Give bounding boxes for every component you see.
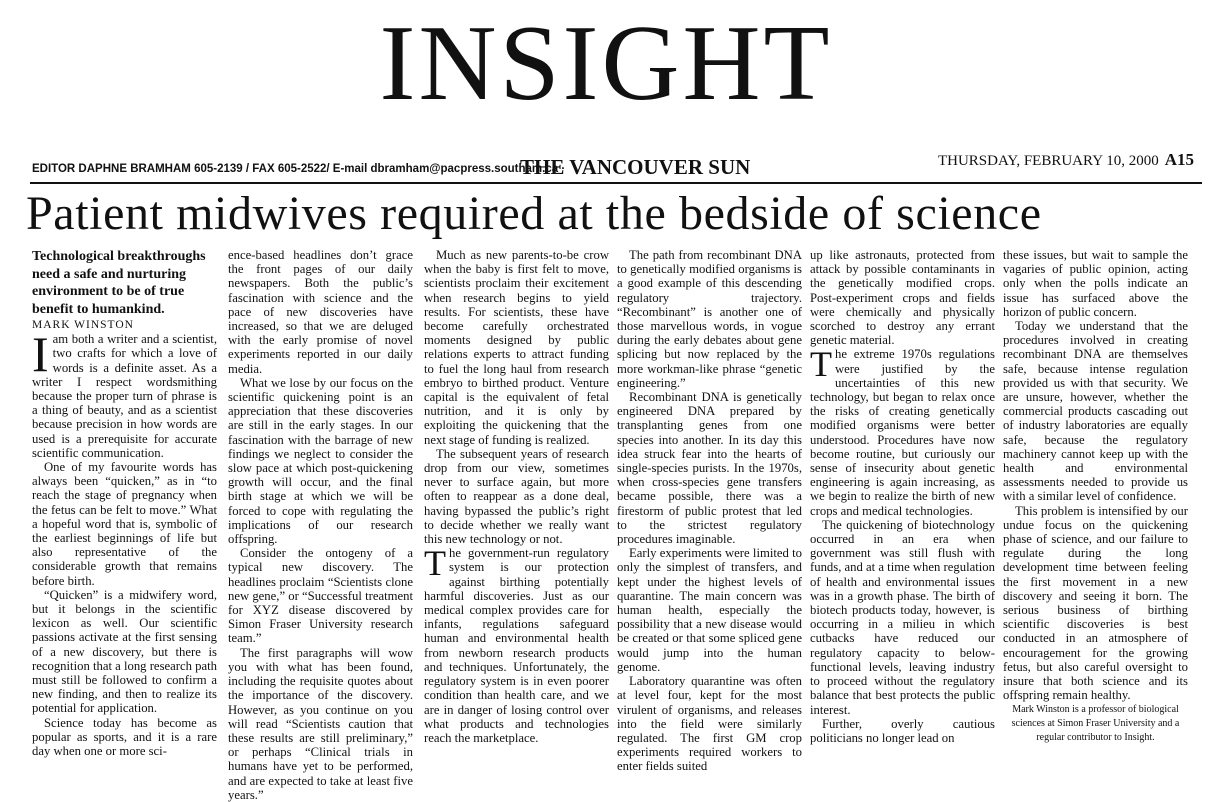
article-paragraph xyxy=(1003,504,1188,703)
newspaper-name: THE VANCOUVER SUN xyxy=(520,155,751,179)
paragraph-text: Much as new parents-to-be crow when the baby is first felt to move, scientists proclaim their excitement when research begins to yield results. For scientists, these have become carefully orchestrated moments designed by public relations experts to attract funding to fuel the long haul from research embryo to birthed product. Venture capital is the equivalent of fetal nutrition, and it is only by exploiting the quickening that the next stage of funding is realized. xyxy=(424,248,609,447)
drop-cap: T xyxy=(424,543,446,584)
article-paragraph xyxy=(228,248,413,376)
page-number: A15 xyxy=(1164,150,1194,169)
paragraph-text: “Quicken” is a midwifery word, but it belongs in the scientific lexicon as well. Our scientific passions activate at the first sensing of a new discovery, but there is recognition that a long research path must still be followed to confirm a new finding, and then to realize its potential for application. xyxy=(32,587,217,716)
article-paragraph xyxy=(617,546,802,674)
paragraph-text: he extreme 1970s regulations were justified by the uncertainties of this new technology, but began to relax once the risks of creating genetically modified organisms were better understood. Procedures have now become routine, but curiously our sense of insecurity about genetic engineering is again increasing, as we begin to realize the birth of new crops and medical technologies. xyxy=(810,347,995,518)
article-paragraph xyxy=(424,248,609,447)
article-paragraph xyxy=(32,716,217,759)
article-paragraph xyxy=(424,543,609,745)
paragraph-text: The subsequent years of research drop from our view, sometimes never to surface again, but more often to reappear as a done deal, having bypassed the public’s right to decide whether we really want this new technology or not. xyxy=(424,446,609,547)
article-column-2 xyxy=(228,248,413,802)
article-paragraph xyxy=(810,717,995,745)
paragraph-text: these issues, but wait to sample the vagaries of public opinion, acting only when the polls indicate an issue has surfaced above the horizon of public concern. xyxy=(1003,248,1188,319)
paragraph-text: am both a writer and a scientist, two crafts for which a love of words is a definite asset. As a writer I respect wordsmithing because the proper turn of phrase is a thing of beauty, and as a scientist because precision in how words are used is a prerequisite for accurate scientific communication. xyxy=(32,332,217,460)
author-bio: Mark Winston is a professor of biological sciences at Simon Fraser University and a regular contributor to Insight. xyxy=(1011,703,1180,743)
paragraph-text: This problem is intensified by our undue focus on the quickening phase of science, and our failure to regulate during the long development time between feeling the first movement in a new discovery and seeing it born. The serious business of birthing scientific discoveries is best conducted in an atmosphere of encouragement for the growing fetus, but also careful oversight to insure that both science and its offspring remain healthy. xyxy=(1003,503,1188,703)
paragraph-text: Science today has become as popular as sports, and it is a rare day when one or more sci- xyxy=(32,715,217,759)
article-paragraph xyxy=(32,460,217,588)
article-paragraph xyxy=(810,518,995,717)
paragraph-text: he government-run regulatory system is our protection against birthing potentially harmful discoveries. Just as our medical complex provides care for infants, regulations safeguard human and environmental health from newborn research products and techniques. Unfortunately, the regulatory system is in even poorer condition than health care, and we are in danger of losing control over what products and technologies reach the marketplace. xyxy=(424,546,609,745)
paragraph-text: One of my favourite words has always been “quicken,” as in “to reach the stage of pregnancy when the fetus can be felt to move.” What a hopeful word that is, symbolic of the earliest beginnings of life but also representative of the considerable growth that remains before birth. xyxy=(32,460,217,588)
article-column-3 xyxy=(424,248,609,745)
paragraph-text: Recombinant DNA is genetically engineered DNA prepared by transplanting genes from one species into another. In its day this idea struck fear into the hearts of single-species purists. In the 1970s, when cross-species gene transfers became possible, there was a firestorm of public protest that led to the strictest regulatory procedures imaginable. xyxy=(617,390,802,547)
headline: Patient midwives required at the bedside of science xyxy=(26,187,1042,240)
deck: Technological breakthroughs need a safe and nurturing environment to be of true benefit to humankind. xyxy=(32,249,206,317)
article-column-4 xyxy=(617,248,802,774)
article-paragraph xyxy=(228,546,413,645)
article-paragraph xyxy=(1003,319,1188,504)
byline: MARK WINSTON xyxy=(32,319,134,331)
article-paragraph xyxy=(810,344,995,518)
paragraph-text: ence-based headlines don’t grace the front pages of our daily newspapers. Both the public’s fascination with science and the pace of new discoveries have increased, so that we are deluged with the early promise of novel experiments reported in our daily media. xyxy=(228,248,413,376)
paragraph-text: The first paragraphs will wow you with what has been found, including the requisite quotes about the importance of the discovery. However, as you continue on you will read “Scientists caution that these results are still preliminary,” or perhaps “Clinical trials in humans have yet to be performed, and are expected to take at least five years.” xyxy=(228,645,413,802)
publication-date: THURSDAY, FEBRUARY 10, 2000 xyxy=(937,153,1159,169)
article-paragraph xyxy=(617,674,802,773)
article-column-1 xyxy=(32,248,217,758)
editor-contact-line: EDITOR DAPHNE BRAMHAM 605-2139 / FAX 605-2522/ E-mail dbramham@pacpress.southam.ca · xyxy=(32,163,566,175)
paragraph-text: Laboratory quarantine was often at level four, kept for the most virulent of organisms, and releases into the field were similarly regulated. The first GM crop experiments required workers to enter fields suited xyxy=(617,674,802,774)
paragraph-text: up like astronauts, protected from attack by possible contaminants in the genetically modified crops. Post-experiment crops and fields were chemically and physically scorched to destroy any errant genetic material. xyxy=(810,248,995,348)
paragraph-text: The path from recombinant DNA to genetically modified organisms is a good example of this descending regulatory trajectory. “Recombinant” is another one of those marvellous words, in vogue during the early debates about gene splicing but now replaced by the more workman-like phrase “genetic engineering.” xyxy=(617,248,802,390)
drop-cap: T xyxy=(810,344,832,385)
article-paragraph xyxy=(810,248,995,347)
paragraph-text: The quickening of biotechnology occurred in an era when government was still flush with funds, and at a time when regulation of health and environmental issues was in a growth phase. The birth of biotech products today, however, is occurring in a milieu in which cutbacks have reduced our regulatory capacity to below-functional levels, leaving industry to proceed without the regulatory balance that best protects the public interest. xyxy=(810,517,995,717)
paragraph-text: Consider the ontogeny of a typical new discovery. The headlines proclaim “Scientists clone new gene,” or “Successful treatment for XYZ disease discovered by Simon Fraser University research team.” xyxy=(228,546,413,646)
paragraph-text: Further, overly cautious politicians no longer lead on xyxy=(810,716,995,745)
article-paragraph xyxy=(32,588,217,716)
drop-cap: I xyxy=(32,326,49,383)
article-paragraph xyxy=(228,376,413,546)
article-paragraph xyxy=(424,447,609,546)
article-paragraph xyxy=(228,646,413,802)
article-paragraph xyxy=(1003,248,1188,319)
dateline xyxy=(938,150,1194,170)
masthead xyxy=(0,0,1212,135)
article-column-6 xyxy=(1003,248,1188,745)
paragraph-text: What we lose by our focus on the scientific quickening point is an appreciation that these discoveries are still in the early stages. In our fascination with the barrage of new findings we neglect to consider the slow pace at which post-quickening growth will occur, and the final birth stage at which we will be forced to cope with regulating the implications of our research offspring. xyxy=(228,375,413,547)
article-paragraph xyxy=(617,248,802,390)
article-paragraph xyxy=(32,326,217,460)
section-title: INSIGHT xyxy=(379,4,833,123)
article-paragraph xyxy=(617,390,802,546)
paragraph-text: Early experiments were limited to only the simplest of transfers, and kept under the highest levels of quarantine. The main concern was human health, especially the possibility that a new disease would be created or that some spliced gene would jump into the human genome. xyxy=(617,546,802,674)
article-column-5 xyxy=(810,248,995,745)
paragraph-text: Today we understand that the procedures involved in creating recombinant DNA are themselves safe, because intense regulation provided us with that security. We are unsure, however, whether the commercial products cascading out of industry laboratories are equally safe, because the regulatory machinery cannot keep up with the health and environmental assessments needed to provide us with a similar level of confidence. xyxy=(1003,319,1188,504)
